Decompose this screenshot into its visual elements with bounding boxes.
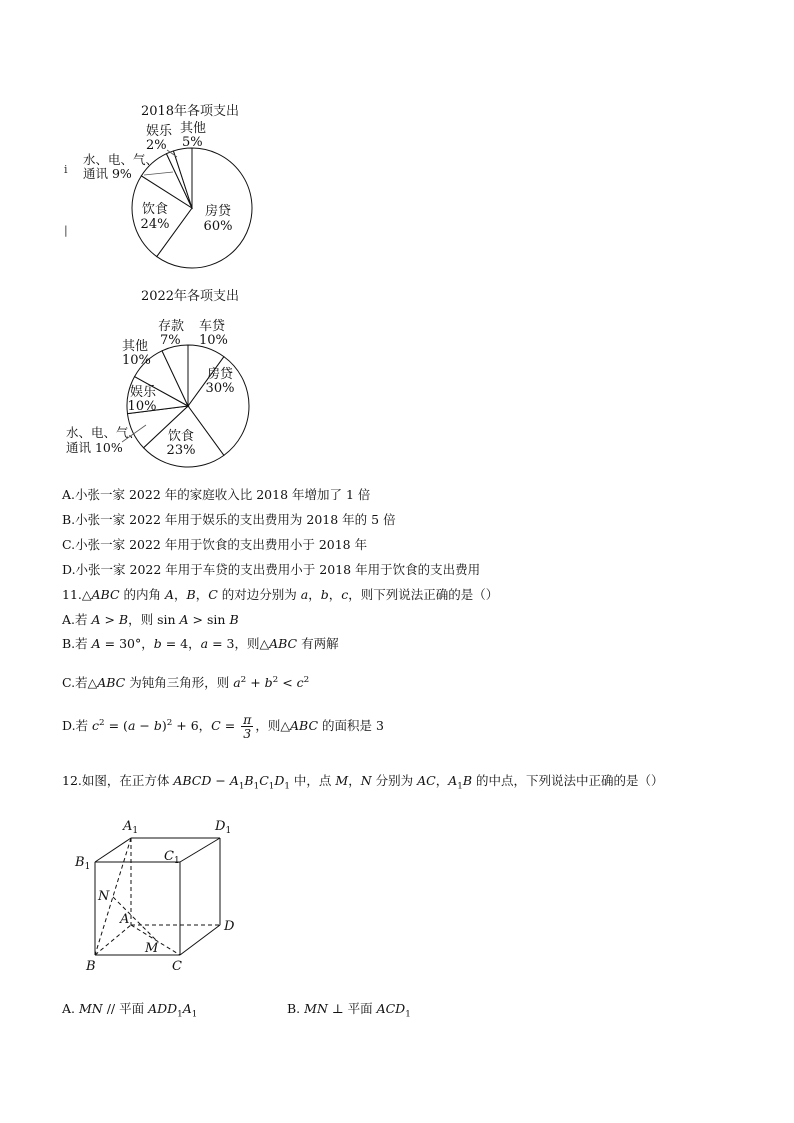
q11-option-b: B.若 A = 30°，b = 4，a = 3，则△ABC 有两解 bbox=[62, 636, 339, 651]
q12-option-a: A. MN // 平面 $ADD_1A_1$ bbox=[62, 1001, 198, 1020]
q10-option-a: A.小张一家 2022 年的家庭收入比 2018 年增加了 1 倍 bbox=[62, 487, 371, 502]
slice-label-house: 房贷 bbox=[204, 204, 232, 219]
q10-option-d: D.小张一家 2022 年用于车贷的支出费用小于 2018 年用于饮食的支出费用 bbox=[62, 562, 481, 577]
slice-label-ent: 娱乐 bbox=[146, 124, 173, 139]
vertex-d1: $D_1$ bbox=[215, 819, 232, 836]
vertex-b1: $B_1$ bbox=[75, 855, 91, 872]
slice-pct-food: 23% bbox=[166, 443, 196, 458]
slice-label-other: 其他 bbox=[122, 339, 149, 354]
slice-label-util-line2: 通讯 10% bbox=[66, 440, 123, 455]
slice-label-other: 其他 bbox=[180, 121, 207, 136]
slice-label-car: 车贷 bbox=[199, 319, 226, 334]
vertex-c1: $C_1$ bbox=[164, 849, 180, 866]
fraction-pi-over-3: $\frac{\pi}{3}$ bbox=[243, 712, 252, 741]
q12-option-b: B. MN ⊥ 平面 $ACD_1$ bbox=[287, 1001, 411, 1020]
slice-pct-other: 10% bbox=[122, 353, 151, 368]
pie-chart-2018 bbox=[60, 95, 320, 275]
cube-figure bbox=[60, 810, 250, 980]
slice-pct-ent: 2% bbox=[146, 138, 167, 153]
vertex-c: C bbox=[172, 959, 182, 974]
point-n: N bbox=[98, 889, 110, 904]
vertex-a1: $A_1$ bbox=[123, 819, 139, 836]
q10-option-b: B.小张一家 2022 年用于娱乐的支出费用为 2018 年的 5 倍 bbox=[62, 512, 396, 527]
slice-pct-house: 60% bbox=[203, 219, 233, 234]
q11-option-a: A.若 A > B，则 sin A > sin B bbox=[62, 612, 239, 627]
pie-chart-2022 bbox=[60, 285, 320, 475]
q11-option-d: D.若 $c^2 = (a - b)^2 + 6$，C = $\frac{\pi}{3}$ ，则△ABC 的面积是 3 bbox=[62, 712, 384, 741]
slice-label-food: 饮食 bbox=[167, 429, 195, 444]
slice-pct-house: 30% bbox=[205, 381, 235, 396]
slice-label-save: 存款 bbox=[158, 319, 185, 334]
slice-pct-food: 24% bbox=[140, 217, 170, 232]
slice-label-util-line1: 水、电、气、 bbox=[83, 152, 159, 167]
slice-pct-ent: 10% bbox=[127, 399, 157, 414]
slice-pct-car: 10% bbox=[199, 333, 228, 348]
vertex-b: B bbox=[86, 959, 96, 974]
point-m: M bbox=[145, 941, 159, 956]
slice-label-food: 饮食 bbox=[141, 202, 169, 217]
margin-mark: | bbox=[64, 224, 68, 237]
q12-stem: 12.如图，在正方体 ABCD − $A_1B_1C_1D_1$ 中，点 M，N 分别为 AC，$A_1B$ 的中点，下列说法中正确的是（） bbox=[62, 773, 664, 792]
slice-label-ent: 娱乐 bbox=[129, 385, 157, 400]
vertex-d: D bbox=[224, 919, 235, 934]
slice-label-util-line1: 水、电、气、 bbox=[66, 425, 142, 440]
margin-mark: i bbox=[64, 163, 68, 176]
slice-label-util-line2: 通讯 9% bbox=[83, 166, 132, 181]
chart-title: 2018年各项支出 bbox=[140, 104, 240, 119]
vertex-a: A bbox=[120, 912, 130, 927]
q11-option-c: C.若△ABC 为钝角三角形，则 $a^2 + b^2 < c^2$ bbox=[62, 675, 310, 691]
slice-pct-other: 5% bbox=[182, 135, 203, 150]
chart-title: 2022年各项支出 bbox=[140, 289, 240, 304]
q10-option-c: C.小张一家 2022 年用于饮食的支出费用小于 2018 年 bbox=[62, 537, 368, 552]
q11-stem: 11.△ABC 的内角 A，B，C 的对边分别为 a，b，c，则下列说法正确的是（） bbox=[62, 587, 499, 602]
slice-pct-save: 7% bbox=[160, 333, 181, 348]
slice-label-house: 房贷 bbox=[206, 367, 234, 382]
